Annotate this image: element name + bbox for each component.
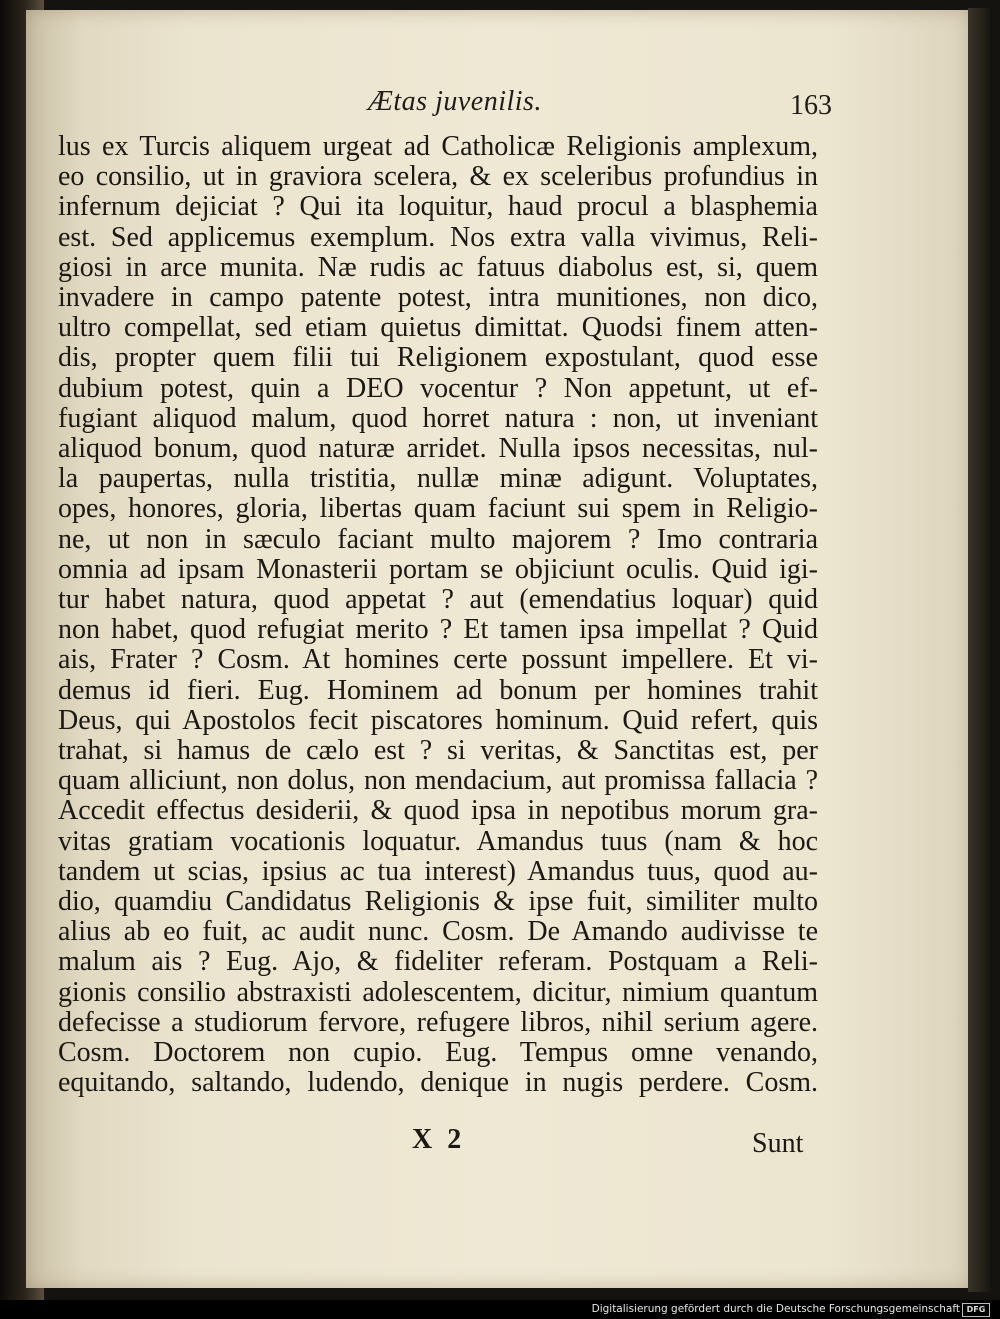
signature-mark: X 2 <box>412 1124 466 1155</box>
catchword: Sunt <box>752 1128 804 1159</box>
text-line: dio, quamdiu Candidatus Religionis & ipse fuit, similiter multo <box>58 886 818 918</box>
dfg-logo-icon: DFG <box>962 1303 990 1317</box>
text-line: Accedit effectus desiderii, & quod ipsa in nepotibus morum gra- <box>58 795 818 827</box>
text-line: alius ab eo fuit, ac audit nunc. Cosm. De Amando audivisse te <box>58 916 818 948</box>
text-line: tandem ut scias, ipsius ac tua interest) Amandus tuus, quod au- <box>58 855 818 887</box>
text-line: quam alliciunt, non dolus, non mendacium, aut promissa fallacia ? <box>58 765 818 797</box>
body-text <box>58 132 818 1099</box>
text-line: giosi in arce munita. Næ rudis ac fatuus diabolus est, si, quem <box>58 251 818 283</box>
text-line: non habet, quod refugiat merito ? Et tamen ipsa impellat ? Quid <box>58 614 818 646</box>
text-line: malum ais ? Eug. Ajo, & fideliter referam. Postquam a Reli- <box>58 946 818 978</box>
text-line: ultro compellat, sed etiam quietus dimittat. Quodsi finem atten- <box>58 312 818 344</box>
text-line: infernum dejiciat ? Qui ita loquitur, haud procul a blasphemia <box>58 191 818 223</box>
text-line: Deus, qui Apostolos fecit piscatores hominum. Quid refert, quis <box>58 704 818 736</box>
text-line: gionis consilio abstraxisti adolescentem, dicitur, nimium quantum <box>58 976 818 1008</box>
text-line: opes, honores, gloria, libertas quam faciunt sui spem in Religio- <box>58 493 818 525</box>
text-line: omnia ad ipsam Monasterii portam se objiciunt oculis. Quid igi- <box>58 553 818 585</box>
text-line: est. Sed applicemus exemplum. Nos extra valla vivimus, Reli- <box>58 221 818 253</box>
text-line: eo consilio, ut in graviora scelera, & ex sceleribus profundius in <box>58 161 818 193</box>
text-line: defecisse a studiorum fervore, refugere libros, nihil serium agere. <box>58 1006 818 1038</box>
text-line: ne, ut non in sæculo faciant multo majorem ? Imo contraria <box>58 523 818 555</box>
text-line: dubium potest, quin a DEO vocentur ? Non appetunt, ut ef- <box>58 372 818 404</box>
text-line: vitas gratiam vocationis loquatur. Amandus tuus (nam & hoc <box>58 825 818 857</box>
text-line: la paupertas, nulla tristitia, nullæ minæ adigunt. Voluptates, <box>58 463 818 495</box>
text-line: invadere in campo patente potest, intra munitiones, non dico, <box>58 282 818 314</box>
funding-credit: Digitalisierung gefördert durch die Deutsche Forschungsgemeinschaft <box>591 1303 960 1315</box>
text-line: aliquod bonum, quod naturæ arridet. Nulla ipsos necessitas, nul- <box>58 433 818 465</box>
text-line: tur habet natura, quod appetat ? aut (emendatius loquar) quid <box>58 584 818 616</box>
page-edge <box>968 8 990 1292</box>
text-line: lus ex Turcis aliquem urgeat ad Catholicæ Religionis amplexum, <box>58 131 818 162</box>
text-line: dis, propter quem filii tui Religionem expostulant, quod esse <box>58 342 818 374</box>
page-number: 163 <box>790 90 832 121</box>
text-line: equitando, saltando, ludendo, denique in nugis perdere. Cosm. <box>58 1067 818 1099</box>
footer-bar <box>0 1300 1000 1319</box>
text-line: ais, Frater ? Cosm. At homines certe possunt impellere. Et vi- <box>58 644 818 676</box>
text-line: trahat, si hamus de cælo est ? si veritas, & Sanctitas est, per <box>58 735 818 767</box>
running-head: Ætas juvenilis. <box>368 86 542 117</box>
text-line: demus id fieri. Eug. Hominem ad bonum per homines trahit <box>58 674 818 706</box>
text-line: Cosm. Doctorem non cupio. Eug. Tempus omne venando, <box>58 1037 818 1069</box>
text-line: fugiant aliquod malum, quod horret natura : non, ut inveniant <box>58 402 818 434</box>
